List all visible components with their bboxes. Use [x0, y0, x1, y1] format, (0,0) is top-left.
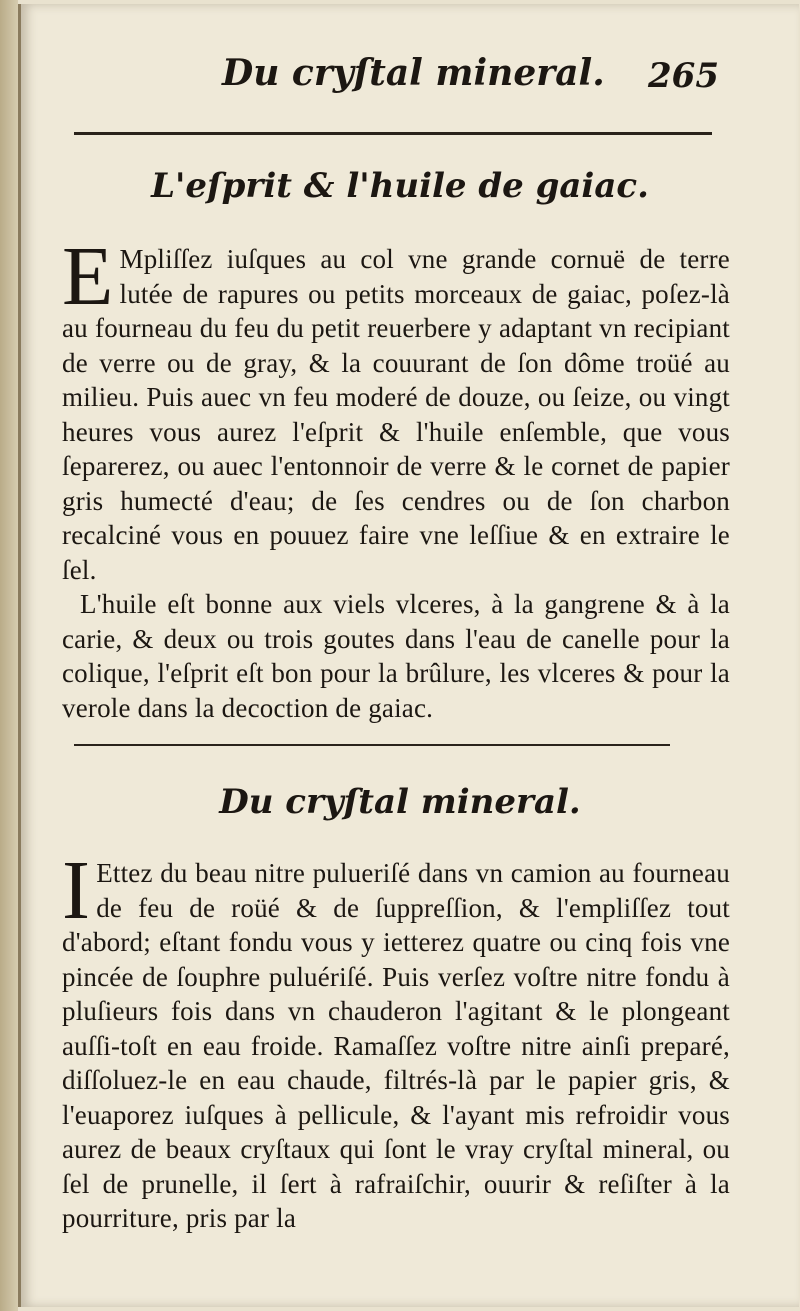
paragraph-text: Mpliſſez iuſques au col vne grande cornuë de terre lutée de rapures ou petits morceaux de gaiac, poſez-là au fourneau du feu du petit reuerbere y adaptant vn recipiant de verre ou de gray, & la couurant de ſon dôme troüé au milieu. Puis auec vn feu moderé de douze, ou ſeize, ou vingt heures vous aurez l'eſprit & l'huile enſemble, que vous ſeparerez, ou auec l'entonnoir de verre & le cornet de papier gris humecté d'eau; de ſes cendres ou de ſon charbon recalciné vous en pouuez faire vne leſſiue & en extraire le ſel. [62, 244, 730, 585]
page-number: 265 [648, 56, 719, 96]
section-title-cryſtal: Du cryſtal mineral. [219, 782, 581, 822]
paragraph-text: Ettez du beau nitre pulueriſé dans vn camion au fourneau de feu de roüé & de ſuppreſſion, & l'empliſſez tout d'abord; eſtant fondu vous y ietterez quatre ou cinq fois vne pincée de ſouphre puluériſé. Puis verſez voſtre nitre fondu à pluſieurs fois dans vn chauderon l'agitant & le plongeant auſſi-toſt en eau froide. Ramaſſez voſtre nitre ainſi preparé, diſſoluez-le en eau chaude, filtrés-là par le papier gris, & l'euaporez iuſques à pellicule, & l'ayant mis refroidir vous aurez de beaux cryſtaux qui ſont le vray cryſtal mineral, ou ſel de prunelle, il ſert à rafraiſchir, ouurir & reſiſter à la pourriture, pris par la [62, 858, 730, 1233]
section-title-gaiac: L'eſprit & l'huile de gaiac. [151, 166, 649, 206]
section-divider-rule [74, 744, 670, 746]
running-head: Du cryſtal mineral. [222, 52, 605, 94]
header-rule [74, 132, 712, 135]
section-body-gaiac [62, 230, 730, 725]
dropcap: E [62, 230, 114, 323]
section-body-cryſtal [62, 844, 730, 1236]
dropcap: I [62, 844, 91, 937]
paragraph-text: L'huile eſt bonne aux viels vlceres, à la gangrene & à la carie, & deux ou trois goutes dans l'eau de canelle pour la colique, l'eſprit eſt bon pour la brûlure, les vlceres & pour la verole dans la decoction de gaiac. [62, 589, 730, 723]
